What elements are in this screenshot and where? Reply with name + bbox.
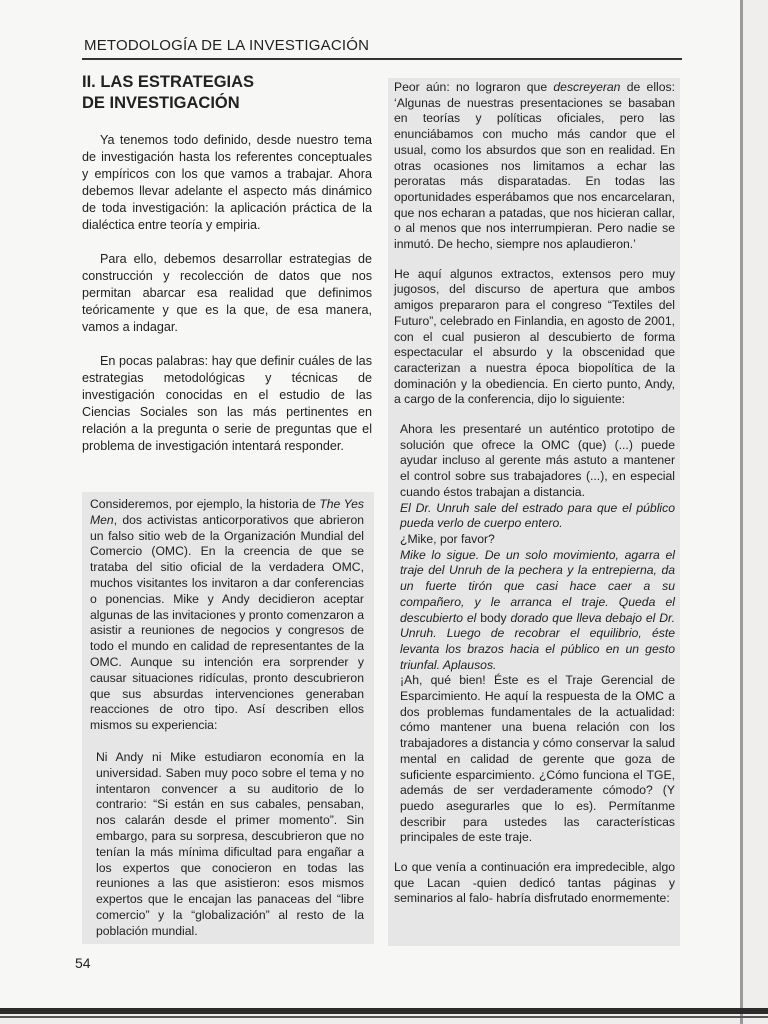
right-paragraph-1: Peor aún: no lograron que descreyeran de ellos: ‘Algunas de nuestras presentaciones se basaban en teorías y políticas oficiales, pero las enunciábamos con mucho más candor que el usual, como los absurdos que son en realidad. En otras ocasiones nos limitamos a echar las peroratas más disparatadas. En todas las oportunidades esperábamos que nos encarcelaran, que nos echaran a patadas, que nos hicieran callar, o al menos que nos interrumpieran. Pero nadie se inmutó. De hecho, siempre nos aplaudieron.’ bbox=[394, 80, 675, 252]
speech-line-1: Ahora les presentaré un auténtico prototipo de solución que ofrece la OMC (que) (...) puede ayudar incluso al gerente más astuto a mantener el control sobre sus trabajadores (...), en especial cuando éstos trabajan a distancia. bbox=[400, 422, 675, 499]
book-title: The Yes Men bbox=[90, 497, 364, 527]
sidebar-intro: Consideremos, por ejemplo, la historia de The Yes Men, dos activistas anticorporativos que abrieron un falso sitio web de la Organización Mundial del Comercio (OMC). En la creencia de que se trataba del sitio oficial de la verdadera OMC, muchos visitantes los invitaron a dar conferencias o ponencias. Mike y Andy decidieron aceptar algunas de las invitaciones y pronto comenzaron a asistir a reuniones de negocios y congresos de todo el mundo en calidad de representantes de la OMC. Aunque su intención era sorprender y causar situaciones ridículas, pronto descubrieron que sus absurdas intervenciones generaban reacciones de otro tipo. Así describen ellos mismos su experiencia: bbox=[90, 497, 364, 733]
sidebar-quote: Ni Andy ni Mike estudiaron economía en la universidad. Saben muy poco sobre el tema y no intentaron convencer a su auditorio de lo contrario: “Si están en sus cabales, pensaban, nos calarán desde el primer momento”. Sin embargo, para su sorpresa, descubrieron que no tenían la más mínima dificultad para engañar a los expertos que conocieron en todas las reuniones a las que asistieron: esos mismos expertos que le encajan las panaceas del “libre comercio” y la “globalización” al resto de la población mundial. bbox=[96, 749, 364, 938]
section-title-line-1: II. LAS ESTRATEGIAS bbox=[82, 73, 255, 91]
speech-line-2: ¿Mike, por favor? bbox=[400, 531, 495, 546]
speech-excerpt bbox=[400, 422, 675, 846]
speech-line-3: ¡Ah, qué bien! Éste es el Traje Gerencial de Esparcimiento. He aquí la respuesta de la OMC a dos problemas fundamentales de la actualidad: cómo mantener una buena relación con los trabajadores a distancia y cómo conservar la salud mental en calidad de gerente que goza de suficiente esparcimiento. ¿Cómo funciona el TGE, además de ser verdaderamente cómodo? (Y puedo asegurarles que lo es). Permítanme describir para ustedes las características principales de este traje. bbox=[400, 673, 675, 845]
page-number: 54 bbox=[75, 955, 91, 971]
stage-direction-1: El Dr. Unruh sale del estrado para que el público pueda verlo de cuerpo entero. bbox=[400, 500, 675, 531]
paragraph-1: Ya tenemos todo definido, desde nuestro tema de investigación hasta los referentes conceptuales y empíricos con los que vamos a trabajar. Ahora debemos llevar adelante el aspecto más dinámico de toda investigación: la aplicación práctica de la dialéctica entre teoría y empiria. bbox=[82, 133, 372, 232]
right-sidebar-text bbox=[394, 80, 675, 921]
left-column-body bbox=[82, 132, 372, 472]
section-title-line-2: DE INVESTIGACIÓN bbox=[82, 94, 240, 112]
right-paragraph-3: Lo que venía a continuación era impredecible, algo que Lacan -quien dedicó tantas páginas y seminarios al falo- habría disfrutado enormemente: bbox=[394, 860, 675, 906]
left-sidebar-text bbox=[90, 497, 364, 956]
spacer bbox=[394, 846, 675, 860]
paragraph-2: Para ello, debemos desarrollar estrategias de construcción y recolección de datos que nos permitan abarcar esa realidad que definimos teóricamente y que es la que, de esa manera, vamos a indagar. bbox=[82, 252, 372, 334]
scan-bottom-border-thin bbox=[0, 1016, 768, 1018]
page-edge-shadow bbox=[740, 0, 743, 1024]
scan-bottom-border bbox=[0, 1008, 768, 1014]
section-title bbox=[82, 72, 362, 114]
header-rule bbox=[82, 58, 682, 60]
paragraph-3: En pocas palabras: hay que definir cuáles de las estrategias metodológicas y técnicas de investigación conocidas en el estudio de las Ciencias Sociales son las más pertinentes en relación a la pregunta o serie de preguntas que el problema de investigación intentará responder. bbox=[82, 354, 372, 453]
right-paragraph-2: He aquí algunos extractos, extensos pero muy jugosos, del discurso de apertura que ambos amigos prepararon para el congreso “Textiles del Futuro”, celebrado en Finlandia, en agosto de 2001, con el cual pusieron al descubierto de forma espectacular el absurdo y la obscenidad que caracterizan a nuestra época biopolítica de la dominación y la obediencia. En cierto punto, Andy, a cargo de la conferencia, dijo lo siguiente: bbox=[394, 266, 675, 407]
stage-direction-2: Mike lo sigue. De un solo movimiento, agarra el traje del Unruh de la pechera y la entrepierna, da un fuerte tirón que casi hace caer a su compañero, y le arranca el traje. Queda el descubierto el body dorado que lleva debajo el Dr. Unruh. Luego de recobrar el equilibrio, éste levanta los brazos hacia el público en un gesto triunfal. Aplausos. bbox=[400, 547, 675, 672]
running-head: METODOLOGÍA DE LA INVESTIGACIÓN bbox=[84, 37, 370, 54]
